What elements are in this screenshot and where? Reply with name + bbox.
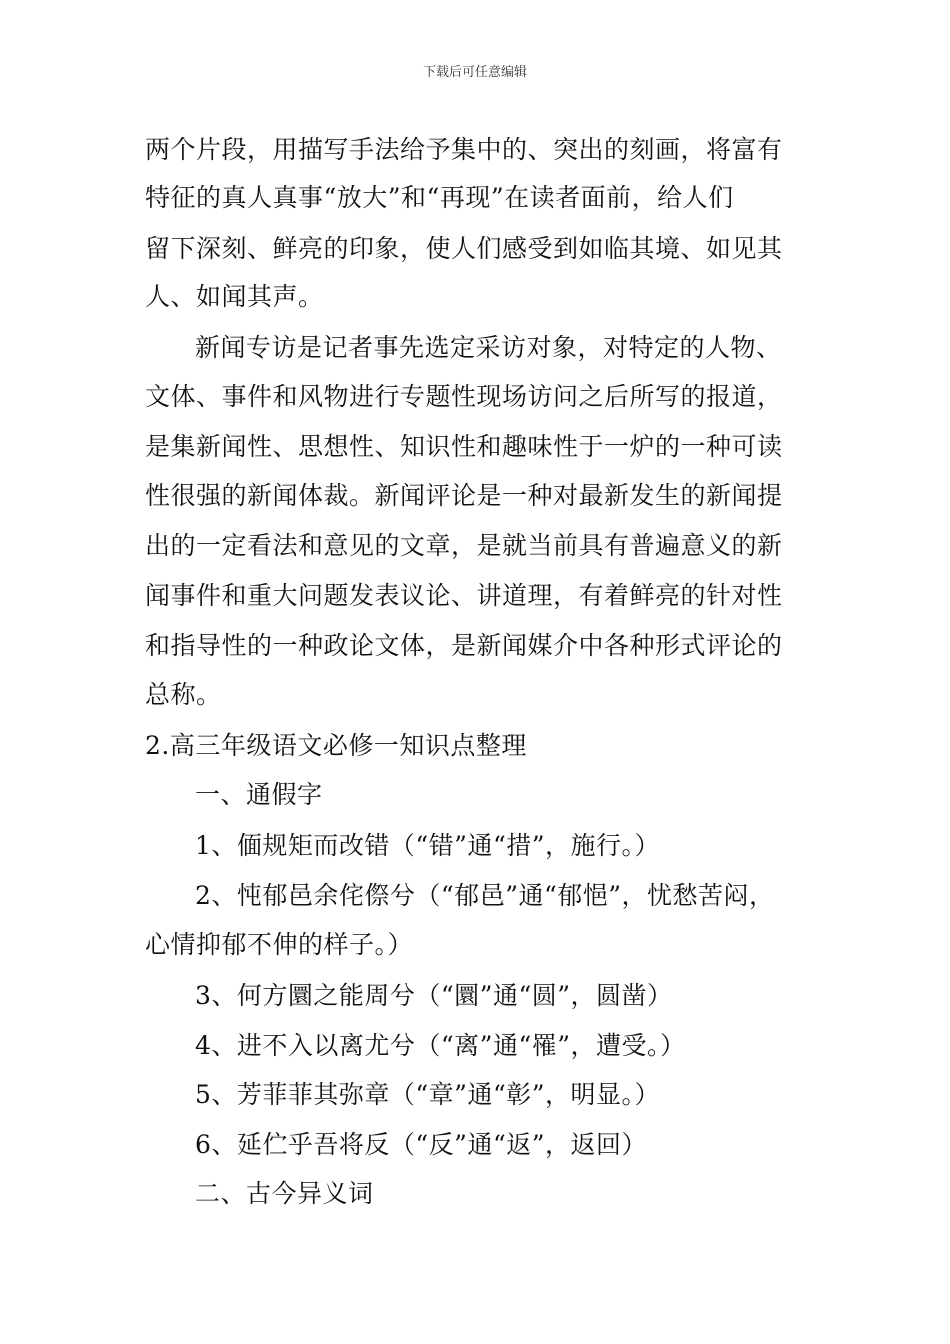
paragraph-line: 两个片段，用描写手法给予集中的、突出的刻画，将富有 <box>145 135 783 164</box>
paragraph-line: 新闻专访是记者事先选定采访对象，对特定的人物、 <box>195 333 782 362</box>
page-header: 下载后可任意编辑 <box>422 65 527 80</box>
paragraph-line: 出的一定看法和意见的文章，是就当前具有普遍意义的新 <box>145 531 783 560</box>
list-item: 3、何方圜之能周兮（“圜”通“圆”，圆凿） <box>195 981 673 1010</box>
list-item: 6、延伫乎吾将反（“反”通“返”，返回） <box>195 1130 648 1159</box>
list-item: 1、偭规矩而改错（“错”通“措”，施行。） <box>195 831 661 860</box>
list-item: 4、进不入以离尤兮（“离”通“罹”，遭受。） <box>195 1031 686 1060</box>
subsection-heading: 二、古今异义词 <box>195 1179 374 1208</box>
paragraph-line: 性很强的新闻体裁。新闻评论是一种对最新发生的新闻提 <box>145 481 783 510</box>
paragraph-line: 特征的真人真事“放大”和“再现”在读者面前，给人们 <box>145 183 734 212</box>
paragraph-line: 文体、事件和风物进行专题性现场访问之后所写的报道， <box>145 382 783 411</box>
paragraph-line: 是集新闻性、思想性、知识性和趣味性于一炉的一种可读 <box>145 432 783 461</box>
paragraph-line: 总称。 <box>145 680 222 709</box>
paragraph-line: 人、如闻其声。 <box>145 282 324 311</box>
list-item: 2、忳郁邑余侘傺兮（“郁邑”通“郁悒”，忧愁苦闷， <box>195 881 775 910</box>
section-heading: 2.高三年级语文必修一知识点整理 <box>145 731 527 760</box>
paragraph-line: 闻事件和重大问题发表议论、讲道理，有着鲜亮的针对性 <box>145 581 783 610</box>
subsection-heading: 一、通假字 <box>195 780 323 809</box>
paragraph-line: 留下深刻、鲜亮的印象，使人们感受到如临其境、如见其 <box>145 234 783 263</box>
paragraph-line: 和指导性的一种政论文体，是新闻媒介中各种形式评论的 <box>145 631 783 660</box>
list-item: 5、芳菲菲其弥章（“章”通“彰”，明显。） <box>195 1080 661 1109</box>
list-item-continuation: 心情抑郁不伸的样子。） <box>145 930 414 959</box>
